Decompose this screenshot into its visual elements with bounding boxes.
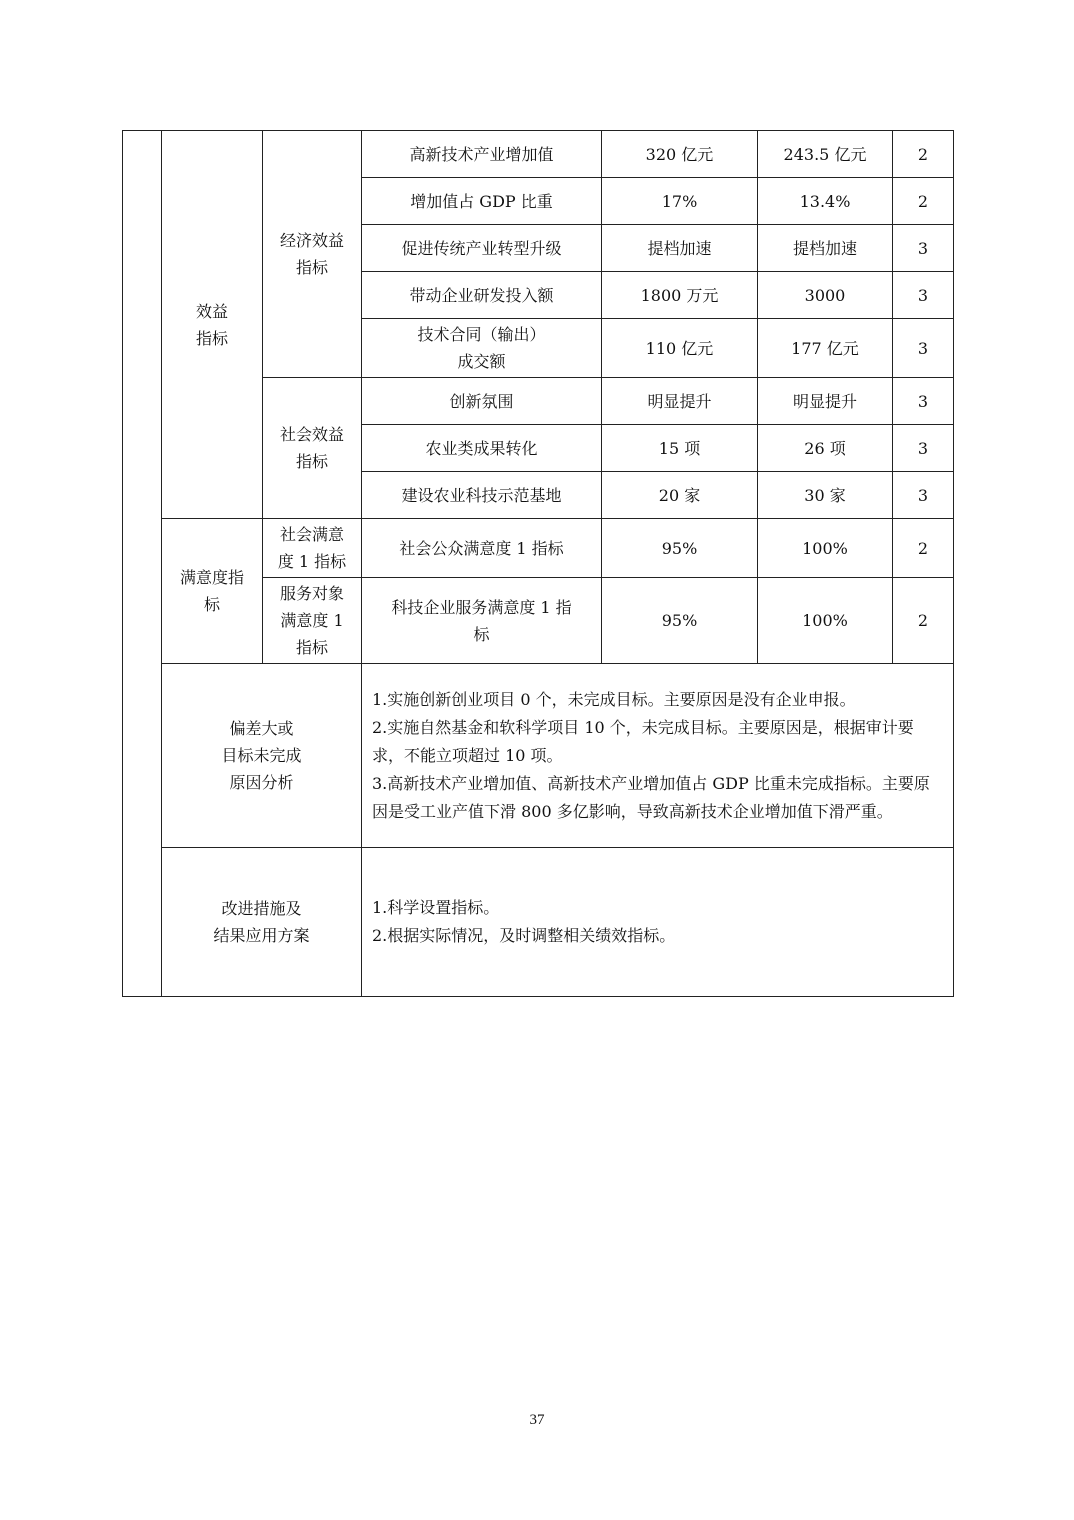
actual-value: 243.5 亿元 bbox=[758, 131, 893, 178]
indicator-name: 高新技术产业增加值 bbox=[362, 131, 602, 178]
score-value: 3 bbox=[893, 425, 954, 472]
actual-value: 26 项 bbox=[758, 425, 893, 472]
deviation-line: 2.实施自然基金和软科学项目 10 个，未完成目标。主要原因是，根据审计要求，不能立项超过 10 项。 bbox=[372, 717, 914, 765]
indicator-name: 技术合同（输出） 成交额 bbox=[362, 319, 602, 378]
target-value: 提档加速 bbox=[602, 225, 758, 272]
indicator-name: 社会公众满意度 1 指标 bbox=[362, 519, 602, 578]
indicator-name: 增加值占 GDP 比重 bbox=[362, 178, 602, 225]
indicator-name: 科技企业服务满意度 1 指 标 bbox=[362, 578, 602, 664]
improvement-line: 1.科学设置指标。 bbox=[372, 898, 500, 917]
page-number: 37 bbox=[529, 1412, 545, 1428]
deviation-row bbox=[123, 664, 954, 848]
actual-value: 177 亿元 bbox=[758, 319, 893, 378]
actual-value: 30 家 bbox=[758, 472, 893, 519]
satisfaction-sub-label: 服务对象 满意度 1 指标 bbox=[263, 578, 362, 664]
benefit-group-label: 效益 指标 bbox=[162, 131, 263, 519]
indicator-name: 创新氛围 bbox=[362, 378, 602, 425]
score-value: 2 bbox=[893, 131, 954, 178]
performance-table bbox=[122, 130, 954, 997]
indicator-name: 农业类成果转化 bbox=[362, 425, 602, 472]
target-value: 1800 万元 bbox=[602, 272, 758, 319]
actual-value: 13.4% bbox=[758, 178, 893, 225]
target-value: 95% bbox=[602, 578, 758, 664]
satisfaction-sub-label: 社会满意 度 1 指标 bbox=[263, 519, 362, 578]
target-value: 15 项 bbox=[602, 425, 758, 472]
score-value: 3 bbox=[893, 225, 954, 272]
deviation-label: 偏差大或 目标未完成 原因分析 bbox=[162, 664, 362, 848]
deviation-text bbox=[362, 664, 954, 848]
indicator-name: 促进传统产业转型升级 bbox=[362, 225, 602, 272]
improvement-text bbox=[362, 848, 954, 997]
indicator-name: 建设农业科技示范基地 bbox=[362, 472, 602, 519]
table-row bbox=[123, 519, 954, 578]
actual-value: 100% bbox=[758, 578, 893, 664]
actual-value: 100% bbox=[758, 519, 893, 578]
score-value: 3 bbox=[893, 272, 954, 319]
target-value: 95% bbox=[602, 519, 758, 578]
target-value: 明显提升 bbox=[602, 378, 758, 425]
satisfaction-group-label: 满意度指 标 bbox=[162, 519, 263, 664]
target-value: 17% bbox=[602, 178, 758, 225]
economic-benefit-label: 经济效益 指标 bbox=[263, 131, 362, 378]
score-value: 2 bbox=[893, 519, 954, 578]
target-value: 320 亿元 bbox=[602, 131, 758, 178]
score-value: 2 bbox=[893, 178, 954, 225]
score-value: 2 bbox=[893, 578, 954, 664]
outer-left-cell bbox=[123, 131, 162, 997]
target-value: 20 家 bbox=[602, 472, 758, 519]
social-benefit-label: 社会效益 指标 bbox=[263, 378, 362, 519]
improvement-line: 2.根据实际情况，及时调整相关绩效指标。 bbox=[372, 926, 676, 945]
target-value: 110 亿元 bbox=[602, 319, 758, 378]
deviation-line: 1.实施创新创业项目 0 个，未完成目标。主要原因是没有企业申报。 bbox=[372, 689, 856, 709]
actual-value: 明显提升 bbox=[758, 378, 893, 425]
score-value: 3 bbox=[893, 472, 954, 519]
deviation-line: 3.高新技术产业增加值、高新技术产业增加值占 GDP 比重未完成指标。主要原因是受工业产值下滑 800 多亿影响，导致高新技术企业增加值下滑严重。 bbox=[372, 773, 930, 821]
score-value: 3 bbox=[893, 378, 954, 425]
table-row bbox=[123, 131, 954, 178]
indicator-name: 带动企业研发投入额 bbox=[362, 272, 602, 319]
improvement-row bbox=[123, 848, 954, 997]
actual-value: 提档加速 bbox=[758, 225, 893, 272]
improvement-label: 改进措施及 结果应用方案 bbox=[162, 848, 362, 997]
score-value: 3 bbox=[893, 319, 954, 378]
actual-value: 3000 bbox=[758, 272, 893, 319]
